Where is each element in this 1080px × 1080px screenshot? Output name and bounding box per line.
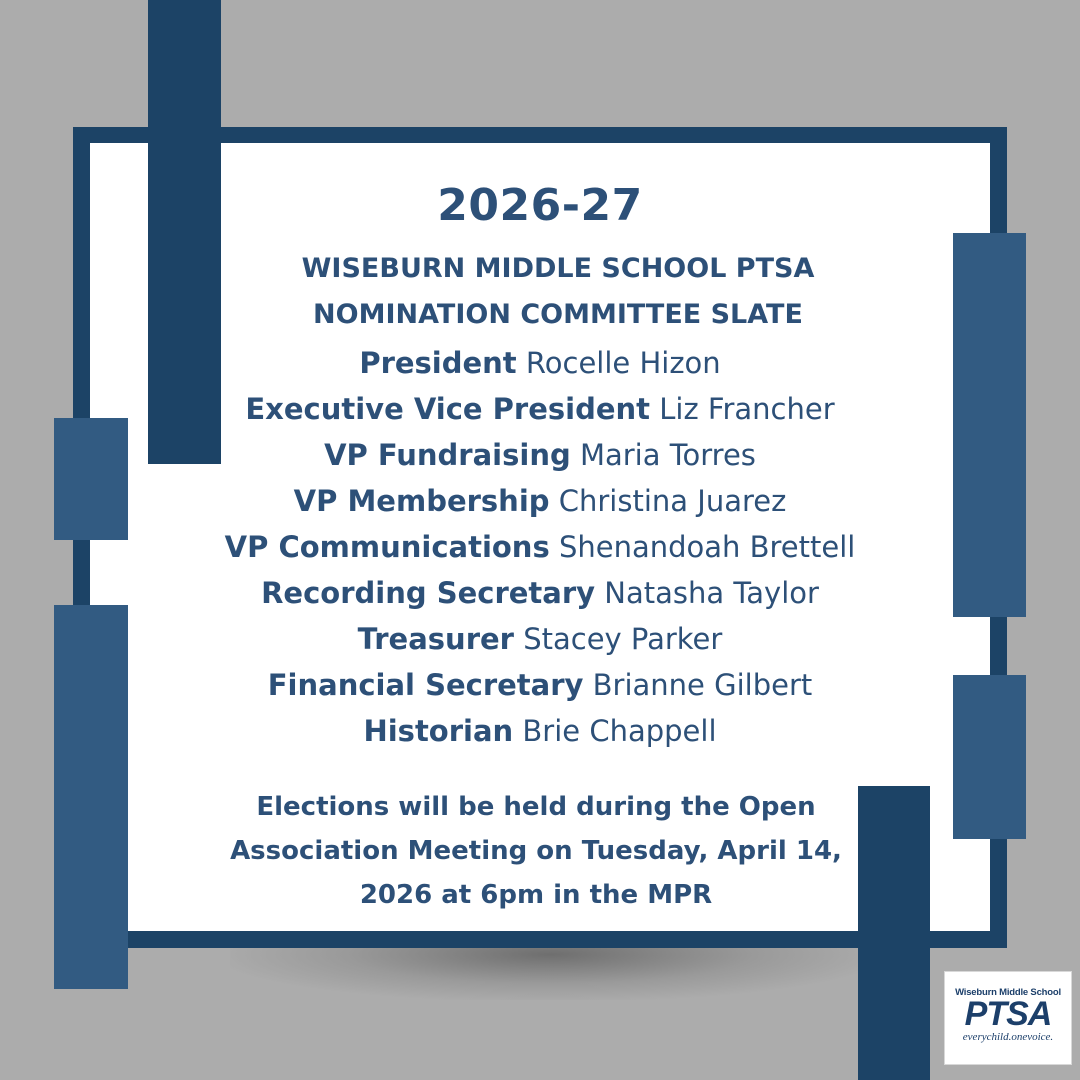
officer-name: Brie Chappell xyxy=(522,714,717,748)
logo-tagline: everychild.onevoice. xyxy=(962,1031,1054,1043)
officer-list xyxy=(150,340,930,754)
logo-school-name: Wiseburn Middle School xyxy=(955,987,1061,998)
officer-row xyxy=(150,570,930,616)
officer-role: President xyxy=(359,346,517,380)
officer-name: Liz Francher xyxy=(659,392,835,426)
decor-bar-left-lower xyxy=(54,605,128,989)
officer-row xyxy=(150,708,930,754)
officer-row xyxy=(150,386,930,432)
officer-row xyxy=(150,432,930,478)
heading-line-2: NOMINATION COMMITTEE SLATE xyxy=(313,299,803,330)
officer-name: Maria Torres xyxy=(579,438,756,472)
notice-line-3: 2026 at 6pm in the MPR xyxy=(359,880,713,910)
officer-role: VP Membership xyxy=(293,484,550,518)
notice-line-2: Association Meeting on Tuesday, April 14, xyxy=(230,836,842,866)
decor-bar-left-upper xyxy=(54,418,128,540)
officer-row xyxy=(150,662,930,708)
slate-year: 2026-27 xyxy=(437,180,643,231)
notice-line-1: Elections will be held during the Open xyxy=(256,792,816,822)
logo-ptsa-mark: PTSA xyxy=(964,995,1052,1033)
officer-role: Treasurer xyxy=(357,622,514,656)
officer-row xyxy=(150,340,930,386)
officer-name: Stacey Parker xyxy=(523,622,723,656)
decor-bar-right-upper xyxy=(953,233,1026,617)
decor-bar-right-lower xyxy=(953,675,1026,839)
officer-role: Recording Secretary xyxy=(261,576,596,610)
heading-line-1: WISEBURN MIDDLE SCHOOL PTSA xyxy=(301,253,815,284)
officer-role: Financial Secretary xyxy=(267,668,584,702)
officer-row xyxy=(150,616,930,662)
officer-role: VP Fundraising xyxy=(324,438,571,472)
officer-role: Executive Vice President xyxy=(245,392,651,426)
election-notice xyxy=(200,785,872,917)
officer-name: Rocelle Hizon xyxy=(525,346,721,380)
officer-name: Brianne Gilbert xyxy=(592,668,813,702)
officer-role: Historian xyxy=(363,714,514,748)
ptsa-logo xyxy=(944,971,1072,1065)
officer-row xyxy=(150,524,930,570)
officer-name: Christina Juarez xyxy=(558,484,787,518)
officer-row xyxy=(150,478,930,524)
officer-name: Natasha Taylor xyxy=(604,576,819,610)
officer-role: VP Communications xyxy=(224,530,550,564)
officer-name: Shenandoah Brettell xyxy=(558,530,856,564)
slate-heading xyxy=(230,246,886,338)
